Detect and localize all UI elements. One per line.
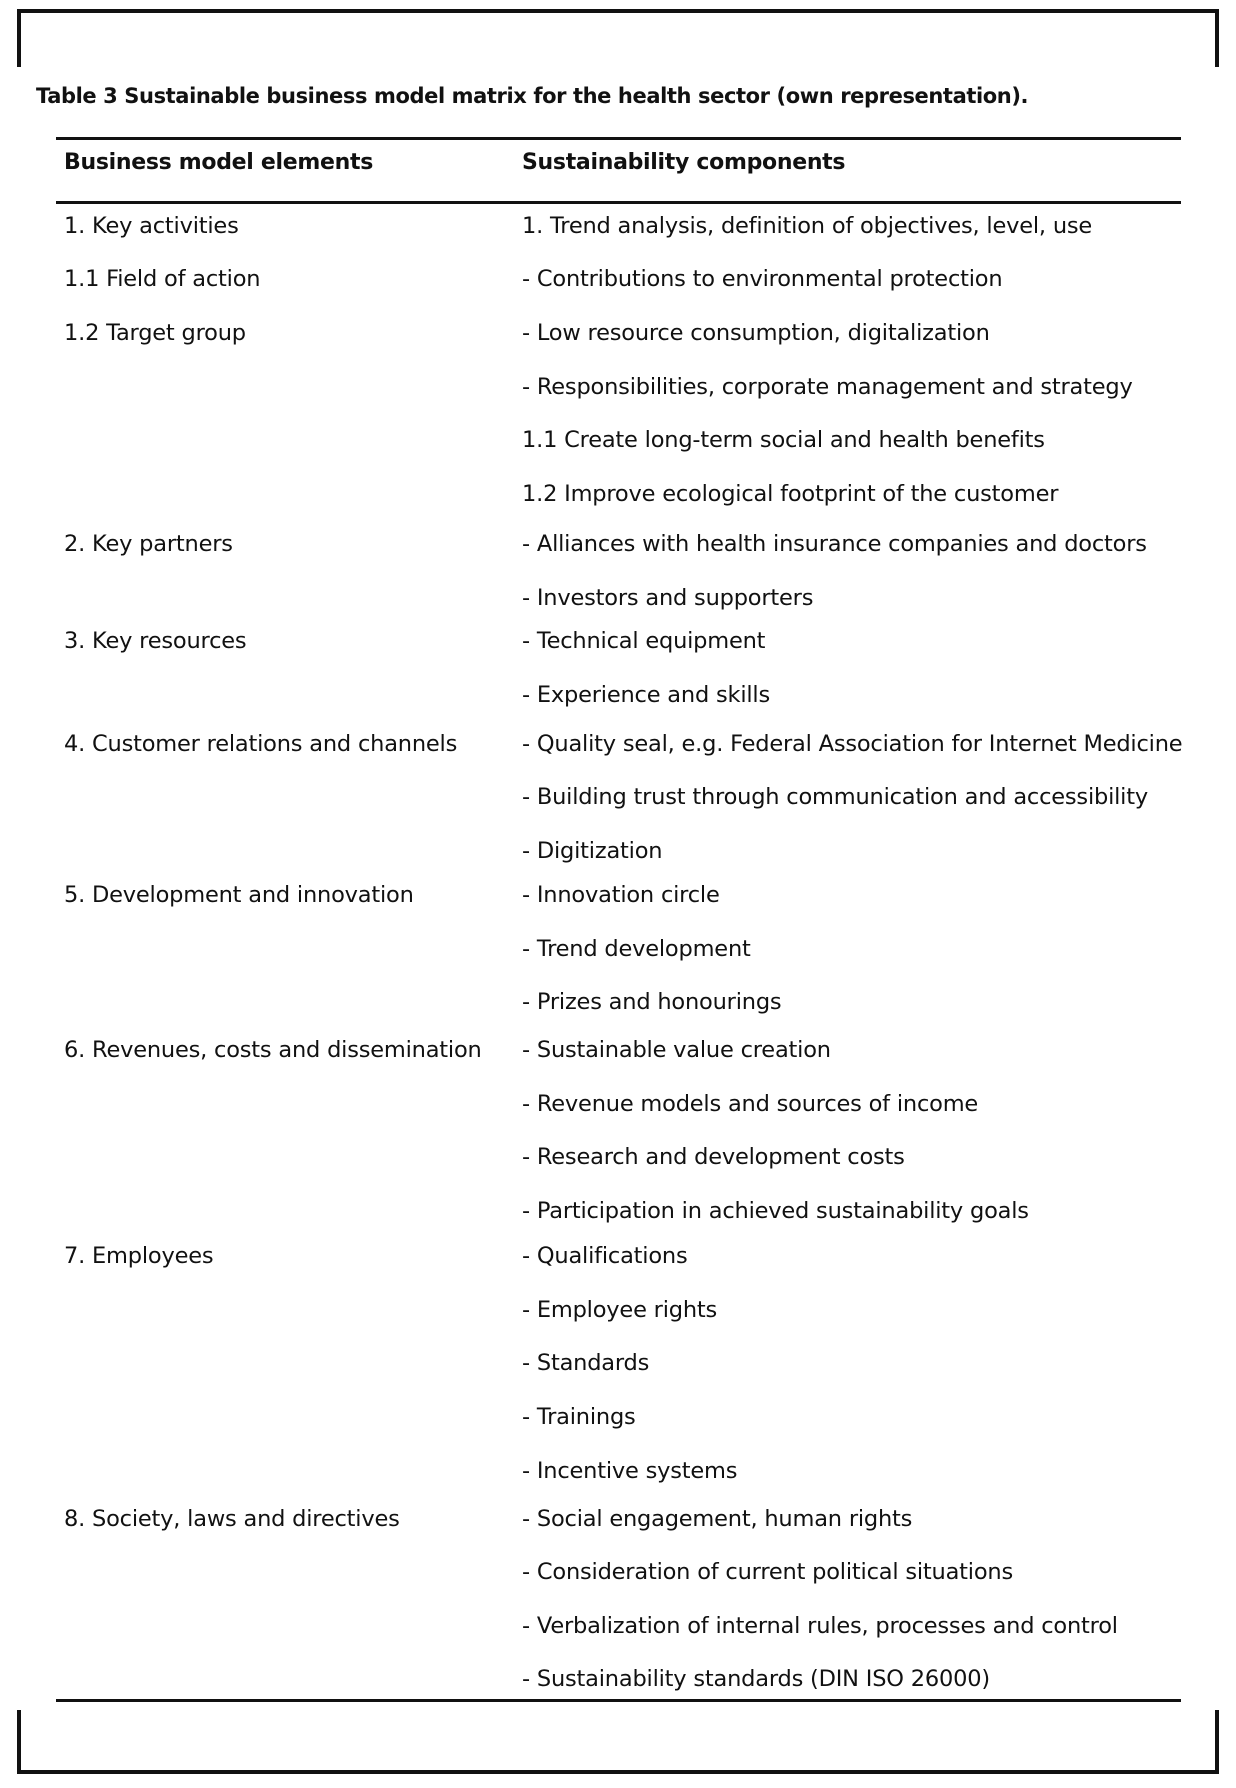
component-item: - Trainings bbox=[522, 1404, 636, 1430]
page-frame-bottom bbox=[17, 1710, 1219, 1774]
element-key-resources: 3. Key resources bbox=[64, 628, 247, 654]
element-society-laws: 8. Society, laws and directives bbox=[64, 1506, 400, 1532]
element-key-activities: 1. Key activities bbox=[64, 213, 239, 239]
component-item: - Experience and skills bbox=[522, 682, 771, 708]
component-item: - Sustainable value creation bbox=[522, 1037, 831, 1063]
table-header-rule bbox=[56, 201, 1181, 204]
component-item: - Low resource consumption, digitalization bbox=[522, 320, 990, 346]
component-item: 1.2 Improve ecological footprint of the customer bbox=[522, 481, 1059, 507]
component-item: - Investors and supporters bbox=[522, 585, 814, 611]
component-item: 1. Trend analysis, definition of objectives, level, use bbox=[522, 213, 1093, 239]
component-item: - Digitization bbox=[522, 838, 663, 864]
element-customer-relations: 4. Customer relations and channels bbox=[64, 731, 458, 757]
component-item: - Trend development bbox=[522, 936, 751, 962]
component-item: - Sustainability standards (DIN ISO 26000) bbox=[522, 1666, 990, 1692]
element-employees: 7. Employees bbox=[64, 1243, 214, 1269]
page-frame-top bbox=[17, 9, 1219, 67]
component-item: - Incentive systems bbox=[522, 1458, 738, 1484]
component-item: - Research and development costs bbox=[522, 1144, 905, 1170]
element-revenues-costs: 6. Revenues, costs and dissemination bbox=[64, 1037, 482, 1063]
element-target-group: 1.2 Target group bbox=[64, 320, 246, 346]
component-item: - Building trust through communication and accessibility bbox=[522, 784, 1148, 810]
component-item: - Consideration of current political situations bbox=[522, 1559, 1014, 1585]
component-item: - Revenue models and sources of income bbox=[522, 1091, 979, 1117]
component-item: 1.1 Create long-term social and health benefits bbox=[522, 427, 1045, 453]
component-item: - Employee rights bbox=[522, 1297, 718, 1323]
component-item: - Social engagement, human rights bbox=[522, 1506, 913, 1532]
element-key-partners: 2. Key partners bbox=[64, 531, 233, 557]
component-item: - Innovation circle bbox=[522, 882, 720, 908]
element-field-of-action: 1.1 Field of action bbox=[64, 266, 261, 292]
component-item: - Alliances with health insurance companies and doctors bbox=[522, 531, 1147, 557]
component-item: - Standards bbox=[522, 1350, 650, 1376]
component-item: - Participation in achieved sustainability goals bbox=[522, 1198, 1029, 1224]
component-item: - Contributions to environmental protection bbox=[522, 266, 1003, 292]
table-top-rule bbox=[56, 137, 1181, 140]
component-item: - Qualifications bbox=[522, 1243, 688, 1269]
element-development-innovation: 5. Development and innovation bbox=[64, 882, 414, 908]
component-item: - Technical equipment bbox=[522, 628, 766, 654]
component-item: - Quality seal, e.g. Federal Association for Internet Medicine bbox=[522, 731, 1183, 757]
column-header-sustainability-components: Sustainability components bbox=[522, 150, 846, 175]
component-item: - Responsibilities, corporate management and strategy bbox=[522, 374, 1133, 400]
component-item: - Verbalization of internal rules, processes and control bbox=[522, 1613, 1118, 1639]
table-caption: Table 3 Sustainable business model matrix for the health sector (own representation). bbox=[36, 84, 1029, 108]
component-item: - Prizes and honourings bbox=[522, 989, 782, 1015]
table-bottom-rule bbox=[56, 1699, 1181, 1702]
column-header-business-model-elements: Business model elements bbox=[64, 150, 374, 175]
